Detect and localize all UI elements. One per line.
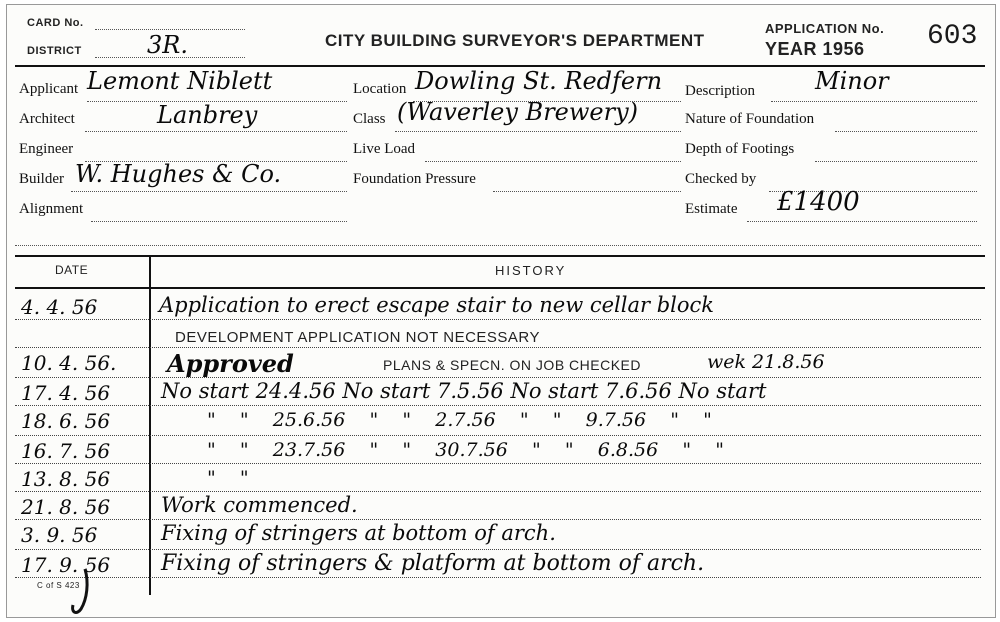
alignment-label: Alignment (19, 201, 84, 217)
depth-footings-label: Depth of Footings (685, 141, 795, 157)
row-line (15, 519, 981, 520)
district-value: 3R. (147, 31, 188, 59)
estimate-value: £1400 (777, 187, 860, 217)
class-line (395, 131, 681, 132)
row-line (15, 549, 981, 550)
architect-value: Lanbrey (157, 101, 258, 129)
builder-line (71, 191, 347, 192)
depth-footings-line (815, 161, 977, 162)
foundation-pressure-label: Foundation Pressure (353, 171, 476, 187)
history-date: 18. 6. 56 (21, 409, 111, 433)
class-value: (Waverley Brewery) (397, 98, 639, 126)
checked-by-label: Checked by (685, 171, 757, 187)
history-header: HISTORY (495, 263, 567, 278)
history-date: 21. 8. 56 (21, 495, 111, 519)
location-label: Location (353, 81, 407, 97)
live-load-label: Live Load (353, 141, 416, 157)
history-entry: Application to erect escape stair to new cellar block (159, 293, 714, 317)
year-label: YEAR 1956 (765, 39, 865, 59)
history-date: 17. 4. 56 (21, 381, 111, 405)
form-code: C of S 423 (37, 581, 80, 590)
estimate-line (747, 221, 977, 222)
row-line (15, 347, 981, 348)
history-header-rule (15, 287, 985, 289)
row-line (15, 377, 981, 378)
live-load-line (425, 161, 681, 162)
nature-foundation-line (835, 131, 977, 132)
history-entry: No start 24.4.56 No start 7.5.56 No start 7.6.56 No start (161, 379, 767, 403)
history-stamp: DEVELOPMENT APPLICATION NOT NECESSARY (175, 329, 540, 346)
fields-bottom-line (15, 245, 981, 246)
architect-line (85, 131, 347, 132)
application-no-label: APPLICATION No. (765, 21, 885, 36)
pen-stroke-mark (67, 565, 97, 617)
row-line (15, 319, 981, 320)
row-line (15, 435, 981, 436)
row-line (15, 463, 981, 464)
history-date: 13. 8. 56 (21, 467, 111, 491)
location-value: Dowling St. Redfern (415, 67, 663, 95)
builder-value: W. Hughes & Co. (75, 160, 282, 188)
alignment-line (91, 221, 347, 222)
engineer-label: Engineer (19, 141, 74, 157)
description-value: Minor (815, 67, 889, 95)
application-number: 603 (927, 21, 978, 52)
district-label: DISTRICT (27, 45, 82, 57)
description-line (771, 101, 977, 102)
history-date: 17. 9. 56 (21, 553, 111, 577)
history-entry: Approved (167, 349, 294, 378)
history-entry: " " 25.6.56 " " 2.7.56 " " 9.7.56 " " (207, 409, 712, 431)
card-title: CITY BUILDING SURVEYOR'S DEPARTMENT (325, 31, 705, 50)
history-date: 3. 9. 56 (21, 523, 98, 547)
estimate-label: Estimate (685, 201, 738, 217)
history-entry: Fixing of stringers at bottom of arch. (161, 521, 556, 545)
history-top-rule (15, 255, 985, 257)
history-entry: Fixing of stringers & platform at bottom of arch. (161, 551, 705, 576)
foundation-pressure-line (493, 191, 681, 192)
history-stamp: PLANS & SPECN. ON JOB CHECKED (383, 357, 642, 373)
building-card (6, 4, 996, 618)
history-date: 10. 4. 56. (21, 351, 117, 375)
row-line (15, 405, 981, 406)
history-entry: " " (207, 467, 249, 489)
nature-foundation-label: Nature of Foundation (685, 111, 815, 127)
history-entry: " " 23.7.56 " " 30.7.56 " " 6.8.56 " " (207, 439, 724, 461)
history-note: wek 21.8.56 (707, 351, 825, 373)
history-date: 16. 7. 56 (21, 439, 111, 463)
history-entry: Work commenced. (161, 493, 358, 517)
class-label: Class (353, 111, 386, 127)
date-column-divider (149, 255, 151, 595)
card-no-line (95, 29, 245, 30)
builder-label: Builder (19, 171, 64, 187)
row-line (15, 491, 981, 492)
date-header: DATE (55, 263, 89, 277)
card-no-label: CARD No. (27, 17, 84, 29)
architect-label: Architect (19, 111, 75, 127)
row-line (15, 577, 981, 578)
description-label: Description (685, 83, 755, 99)
history-date: 4. 4. 56 (21, 295, 98, 319)
applicant-value: Lemont Niblett (87, 67, 273, 95)
applicant-label: Applicant (19, 81, 79, 97)
